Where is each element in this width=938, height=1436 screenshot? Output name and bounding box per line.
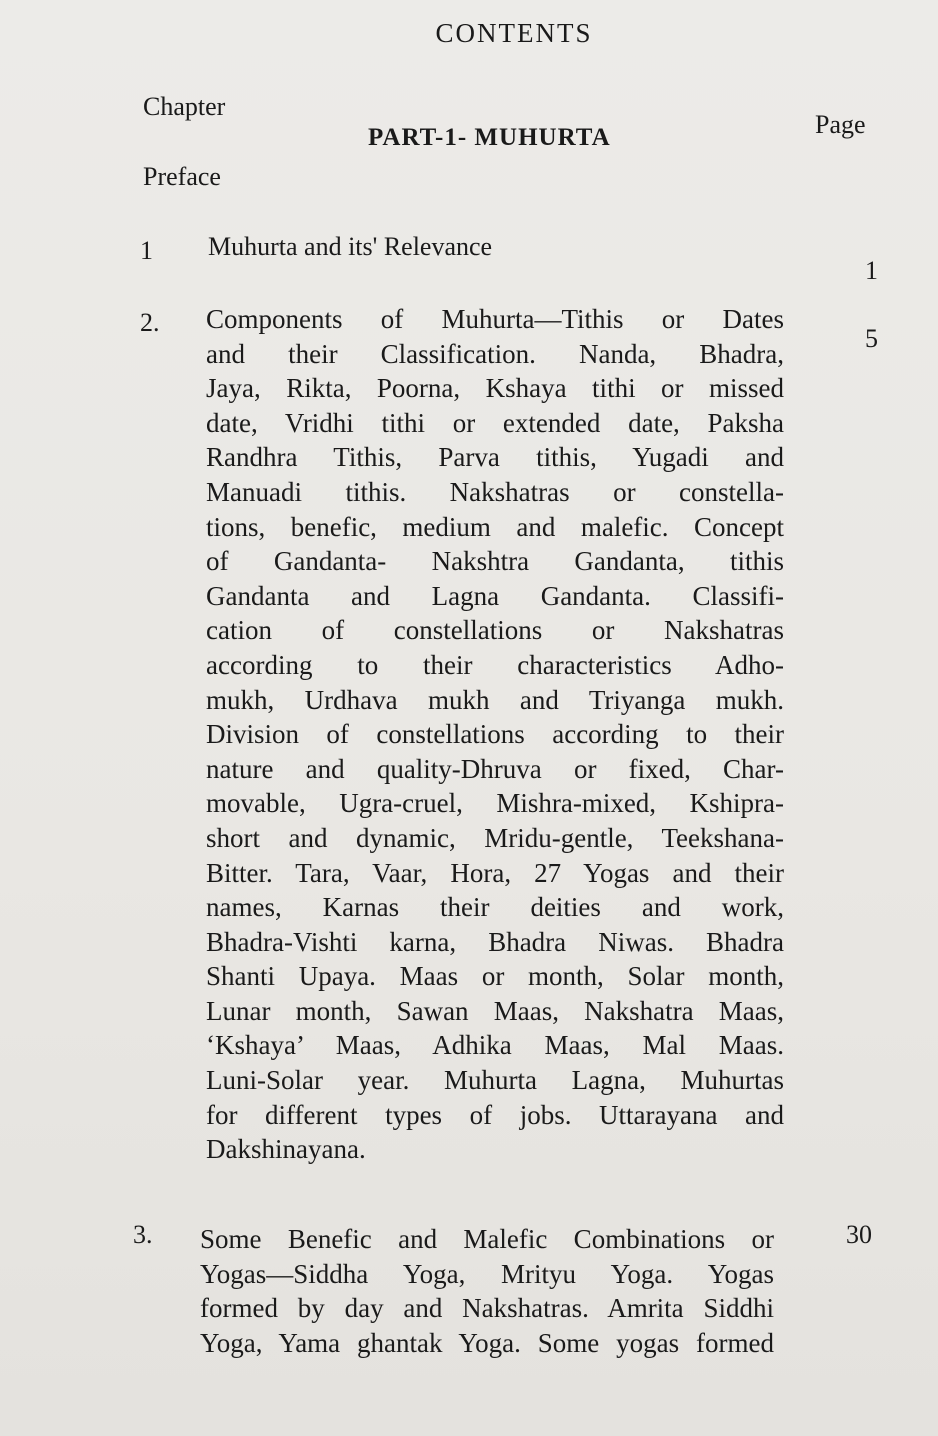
entry-text-line: Yoga, Yama ghantak Yoga. Some yogas formed [200,1327,774,1358]
entry-text-line: Bhadra-Vishti karna, Bhadra Niwas. Bhadra [206,926,784,957]
entry-text-line: names, Karnas their deities and work, [206,892,784,923]
entry-text-line: Division of constellations according to their [206,719,784,750]
entry-text-line: Bitter. Tara, Vaar, Hora, 27 Yogas and their [206,857,784,888]
entry-text-line: Manuadi tithis. Nakshatras or constella- [206,476,784,507]
entry-text-line: according to their characteristics Adho- [206,649,784,680]
entry-text-line: date, Vridhi tithi or extended date, Paksha [206,407,784,438]
entry-text-line: for different types of jobs. Uttarayana and [206,1099,784,1130]
entry-text-line: Some Benefic and Malefic Combinations or [200,1224,774,1254]
entry-text-line: nature and quality-Dhruva or fixed, Char- [206,753,784,784]
page-column-label: Page [815,110,866,139]
entry-title: Muhurta and its' Relevance [208,232,493,261]
entry-text-line: ‘Kshaya’ Maas, Adhika Maas, Mal Maas. [206,1030,784,1061]
entry-text-line: Dakshinayana. [206,1134,366,1165]
entry-text-line: Gandanta and Lagna Gandanta. Classifi- [206,580,784,611]
entry-number: 1 [140,236,153,265]
entry-text-line: Jaya, Rikta, Poorna, Kshaya tithi or missed [206,373,784,404]
entry-text-line: Components of Muhurta—Tithis or Dates [206,304,784,334]
chapter-column-label: Chapter [143,92,226,121]
entry-page: 5 [865,324,878,353]
entry-text-line: cation of constellations or Nakshatras [206,615,784,646]
entry-text-line: Lunar month, Sawan Maas, Nakshatra Maas, [206,995,784,1026]
entry-number: 2. [140,308,160,337]
entry-text-line: formed by day and Nakshatras. Amrita Siddhi [200,1293,774,1324]
entry-page: 30 [846,1220,872,1249]
entry-text-line: tions, benefic, medium and malefic. Concept [206,511,784,542]
preface-entry: Preface [143,162,221,191]
entry-description [200,1222,774,1360]
entry-text-line: of Gandanta- Nakshtra Gandanta, tithis [206,546,784,577]
part-title: PART-1- MUHURTA [368,124,611,151]
entry-text-line: Yogas—Siddha Yoga, Mrityu Yoga. Yogas [200,1258,774,1289]
entry-page: 1 [865,256,878,285]
entry-text-line: Luni-Solar year. Muhurta Lagna, Muhurtas [206,1065,784,1096]
entry-text-line: short and dynamic, Mridu-gentle, Teekshana- [206,822,784,853]
entry-text-line: movable, Ugra-cruel, Mishra-mixed, Kshipra- [206,788,784,819]
entry-description [206,302,784,1167]
entry-text-line: Shanti Upaya. Maas or month, Solar month, [206,961,784,992]
entry-number: 3. [133,1220,153,1249]
page-heading: CONTENTS [435,18,593,48]
entry-text-line: Randhra Tithis, Parva tithis, Yugadi and [206,442,784,473]
entry-text-line: and their Classification. Nanda, Bhadra, [206,338,784,369]
entry-text-line: mukh, Urdhava mukh and Triyanga mukh. [206,684,784,715]
